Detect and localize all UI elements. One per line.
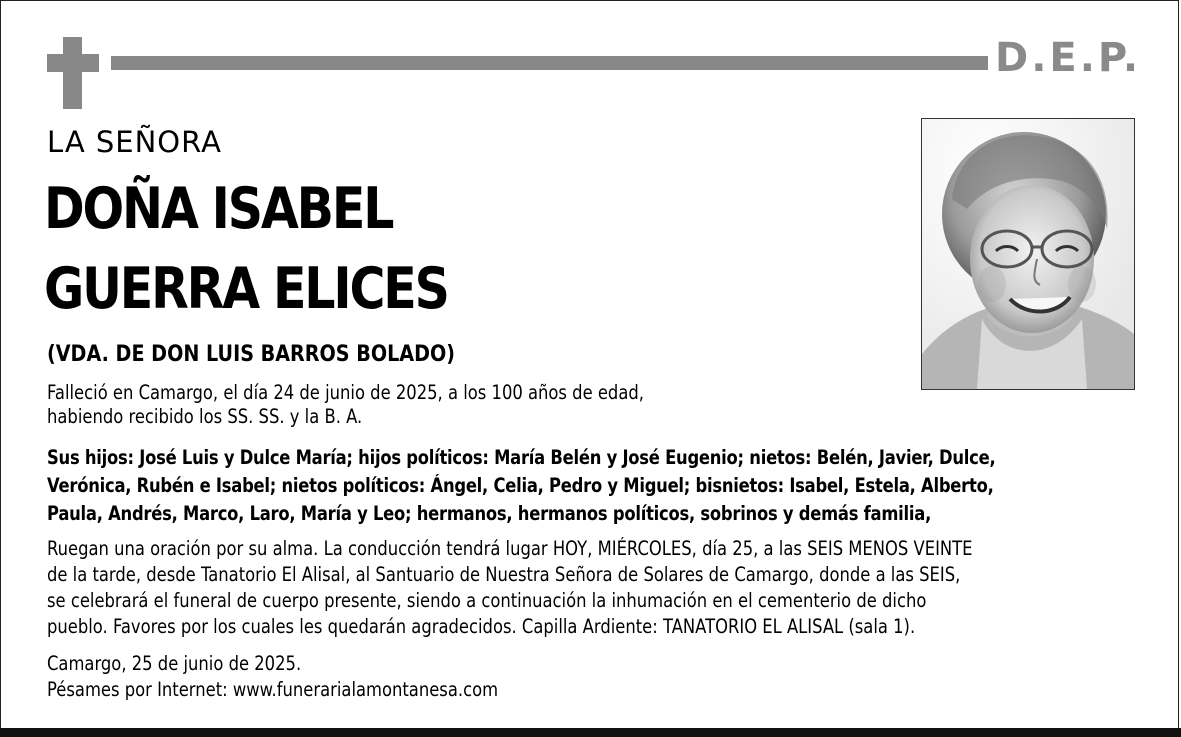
deceased-name-line-1: DOÑA ISABEL [44, 176, 393, 242]
family-line-3: Paula, Andrés, Marco, Laro, María y Leo; hermanos, hermanos políticos, sobrinos y demás familia, [47, 502, 932, 525]
condolences-line: Pésames por Internet: www.funerarialamontanesa.com [47, 678, 499, 701]
dep-heading: D.E.P. [995, 35, 1142, 81]
place-date: Camargo, 25 de junio de 2025. [47, 652, 302, 675]
ceremony-line-1: Ruegan una oración por su alma. La conducción tendrá lugar HOY, MIÉRCOLES, día 25, a las SEIS MENOS VEINTE [47, 537, 973, 560]
family-line-1: Sus hijos: José Luis y Dulce María; hijos políticos: María Belén y José Eugenio; nietos: Belén, Javier, Dulce, [47, 446, 996, 469]
ceremony-line-2: de la tarde, desde Tanatorio El Alisal, al Santuario de Nuestra Señora de Solares de Camargo, donde a las SEIS, [47, 563, 961, 586]
widow-of-line: (VDA. DE DON LUIS BARROS BOLADO) [47, 342, 456, 367]
title-label: LA SEÑORA [47, 125, 222, 159]
family-line-2: Verónica, Rubén e Isabel; nietos políticos: Ángel, Celia, Pedro y Miguel; bisnietos: Isabel, Estela, Alberto, [47, 474, 994, 497]
portrait-photo [921, 118, 1135, 390]
bottom-rule [0, 728, 1181, 737]
ceremony-line-3: se celebrará el funeral de cuerpo presente, siendo a continuación la inhumación en el cementerio de dicho [47, 589, 927, 612]
latin-cross-icon [47, 37, 99, 109]
header-rule [111, 56, 988, 70]
deceased-name-line-2: GUERRA ELICES [44, 256, 448, 322]
death-line-1: Falleció en Camargo, el día 24 de junio de 2025, a los 100 años de edad, [47, 381, 644, 404]
death-line-2: habiendo recibido los SS. SS. y la B. A. [47, 405, 363, 428]
ceremony-line-4: pueblo. Favores por los cuales les quedarán agradecidos. Capilla Ardiente: TANATORIO EL ALISAL (sala 1). [47, 615, 916, 638]
